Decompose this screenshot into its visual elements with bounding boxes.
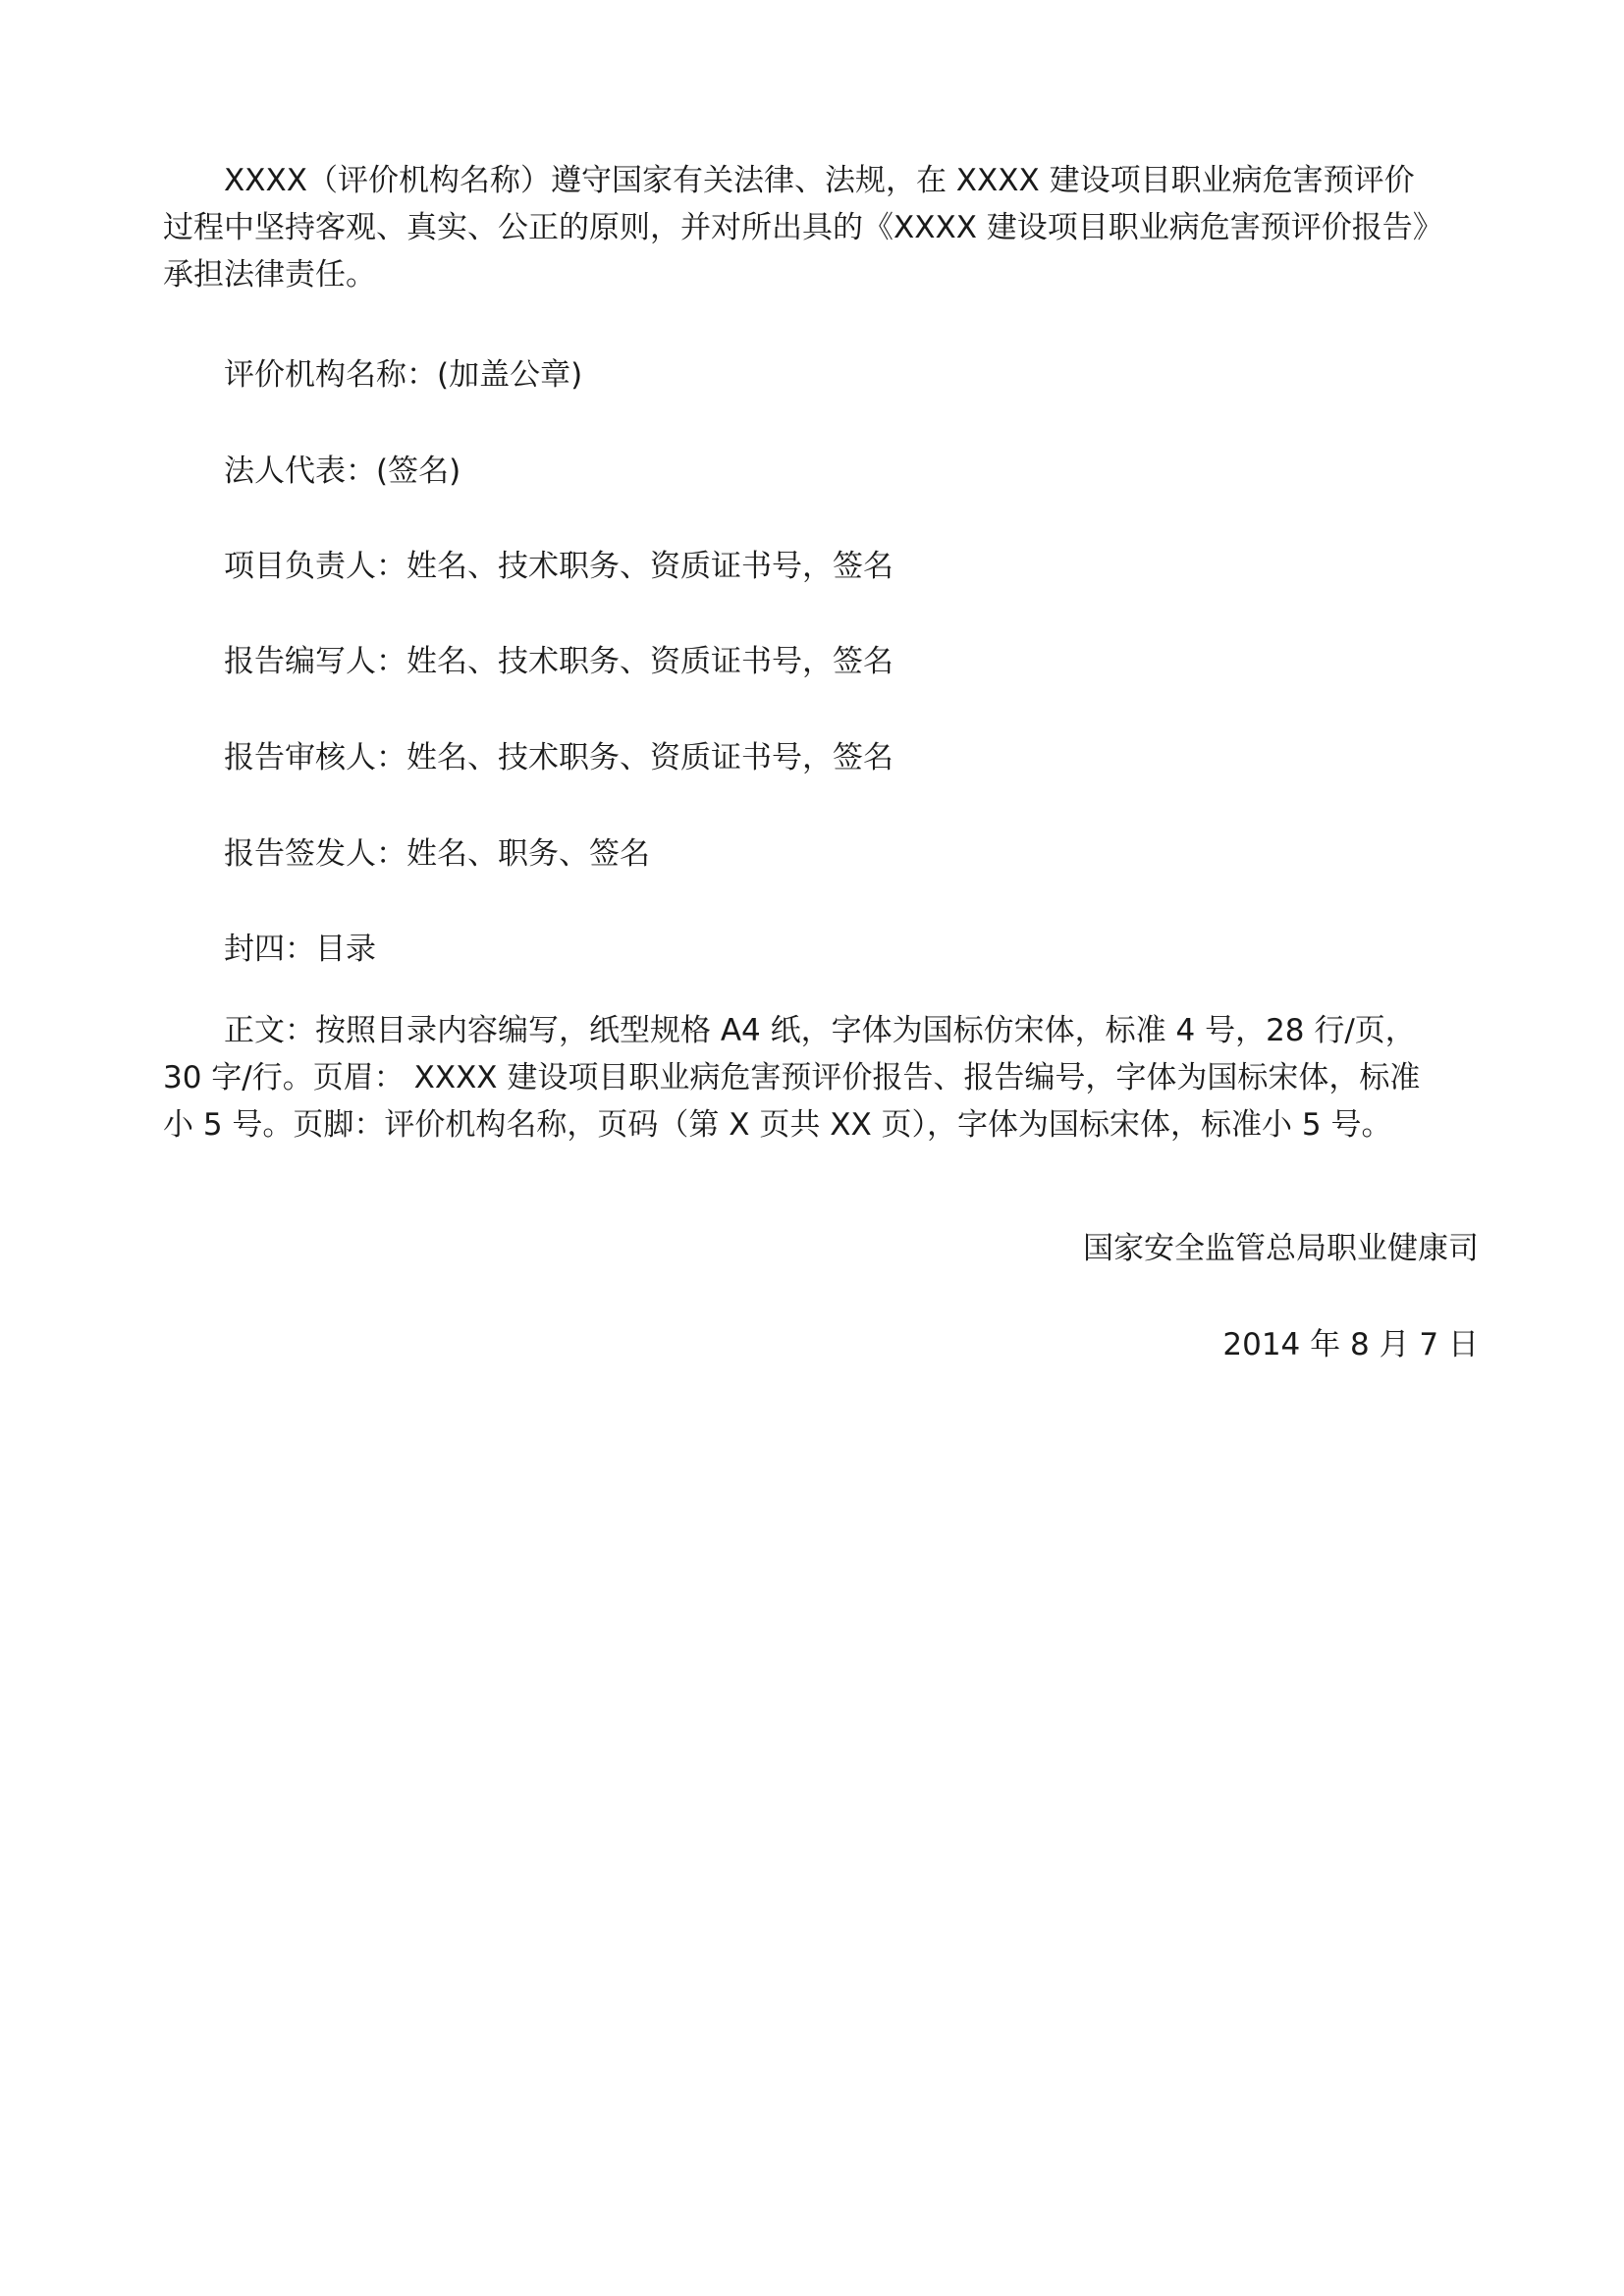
issue-date: 2014 年 8 月 7 日 xyxy=(1222,1327,1479,1362)
body-format-paragraph xyxy=(163,1007,1479,1148)
report-reviewer-line: 报告审核人：姓名、技术职务、资质证书号，签名 xyxy=(224,740,893,775)
body-line-3: 小 5 号。页脚：评价机构名称，页码（第 X 页共 XX 页），字体为国标宋体，标准小 5 号。 xyxy=(163,1107,1392,1143)
intro-line-1: XXXX（评价机构名称）遵守国家有关法律、法规，在 XXXX 建设项目职业病危害预评价 xyxy=(224,163,1415,198)
body-line-2: 30 字/行。页眉： XXXX 建设项目职业病危害预评价报告、报告编号，字体为国标宋体，标准 xyxy=(163,1060,1421,1095)
body-line-1: 正文：按照目录内容编写，纸型规格 A4 纸，字体为国标仿宋体，标准 4 号，28 行/页， xyxy=(224,1013,1416,1048)
project-lead-line: 项目负责人：姓名、技术职务、资质证书号，签名 xyxy=(224,549,893,584)
issuer-signature: 国家安全监管总局职业健康司 xyxy=(1083,1231,1479,1266)
legal-rep-line: 法人代表：(签名) xyxy=(224,454,461,489)
org-name-line: 评价机构名称：(加盖公章) xyxy=(224,357,583,393)
cover4-line: 封四：目录 xyxy=(224,932,376,967)
intro-line-2: 过程中坚持客观、真实、公正的原则，并对所出具的《XXXX 建设项目职业病危害预评价报告》 xyxy=(163,210,1443,245)
intro-line-3: 承担法律责任。 xyxy=(163,257,376,293)
report-issuer-line: 报告签发人：姓名、职务、签名 xyxy=(224,836,650,872)
intro-paragraph xyxy=(163,157,1479,298)
report-writer-line: 报告编写人：姓名、技术职务、资质证书号，签名 xyxy=(224,644,893,679)
